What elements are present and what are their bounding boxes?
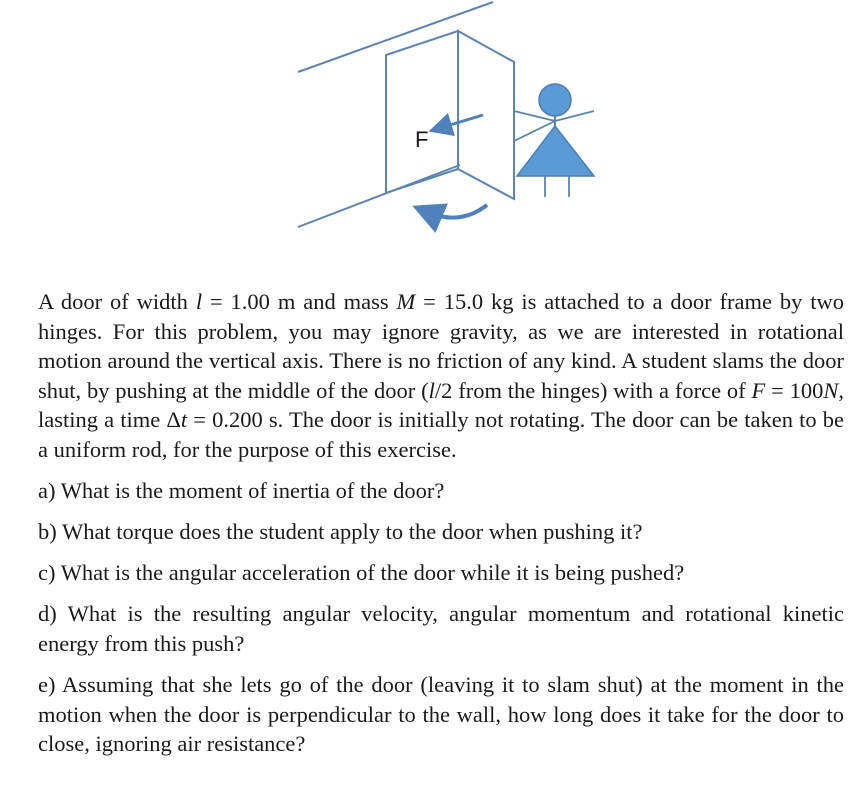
floor-line <box>298 165 460 227</box>
door-panel <box>458 31 514 199</box>
rotation-arrow <box>427 205 487 218</box>
question-b: b) What torque does the student apply to the door when pushing it? <box>38 519 643 545</box>
question-a: a) What is the moment of inertia of the door? <box>38 478 445 504</box>
force-label: F <box>415 127 429 152</box>
problem-text <box>38 287 844 759</box>
wall-top-line <box>298 2 493 72</box>
force-arrow <box>440 115 483 128</box>
door-frame <box>386 31 458 193</box>
student-figure <box>514 84 594 197</box>
student-head <box>539 84 571 116</box>
question-e: e) Assuming that she lets go of the door (leaving it to slam shut) at the moment in the motion when the door is perpendicular to the wall, how long does it take for the door to close, ignoring air resistance? <box>38 672 844 757</box>
question-d: d) What is the resulting angular velocity, angular momentum and rotational kinetic energy from this push? <box>38 601 844 656</box>
question-c: c) What is the angular acceleration of the door while it is being pushed? <box>38 560 685 586</box>
problem-intro: A door of width l = 1.00 m and mass M = 15.0 kg is attached to a door frame by two hinges. For this problem, you may ignore gravity, as we are interested in rotational motion around the vertical axis. There is no friction of any kind. A student slams the door shut, by pushing at the middle of the door (l/2 from the hinges) with a force of F = 100N, lasting a time Δt = 0.200 s. The door is initially not rotating. The door can be taken to be a uniform rod, for the purpose of this exercise. <box>38 289 844 462</box>
door-diagram <box>0 0 861 260</box>
